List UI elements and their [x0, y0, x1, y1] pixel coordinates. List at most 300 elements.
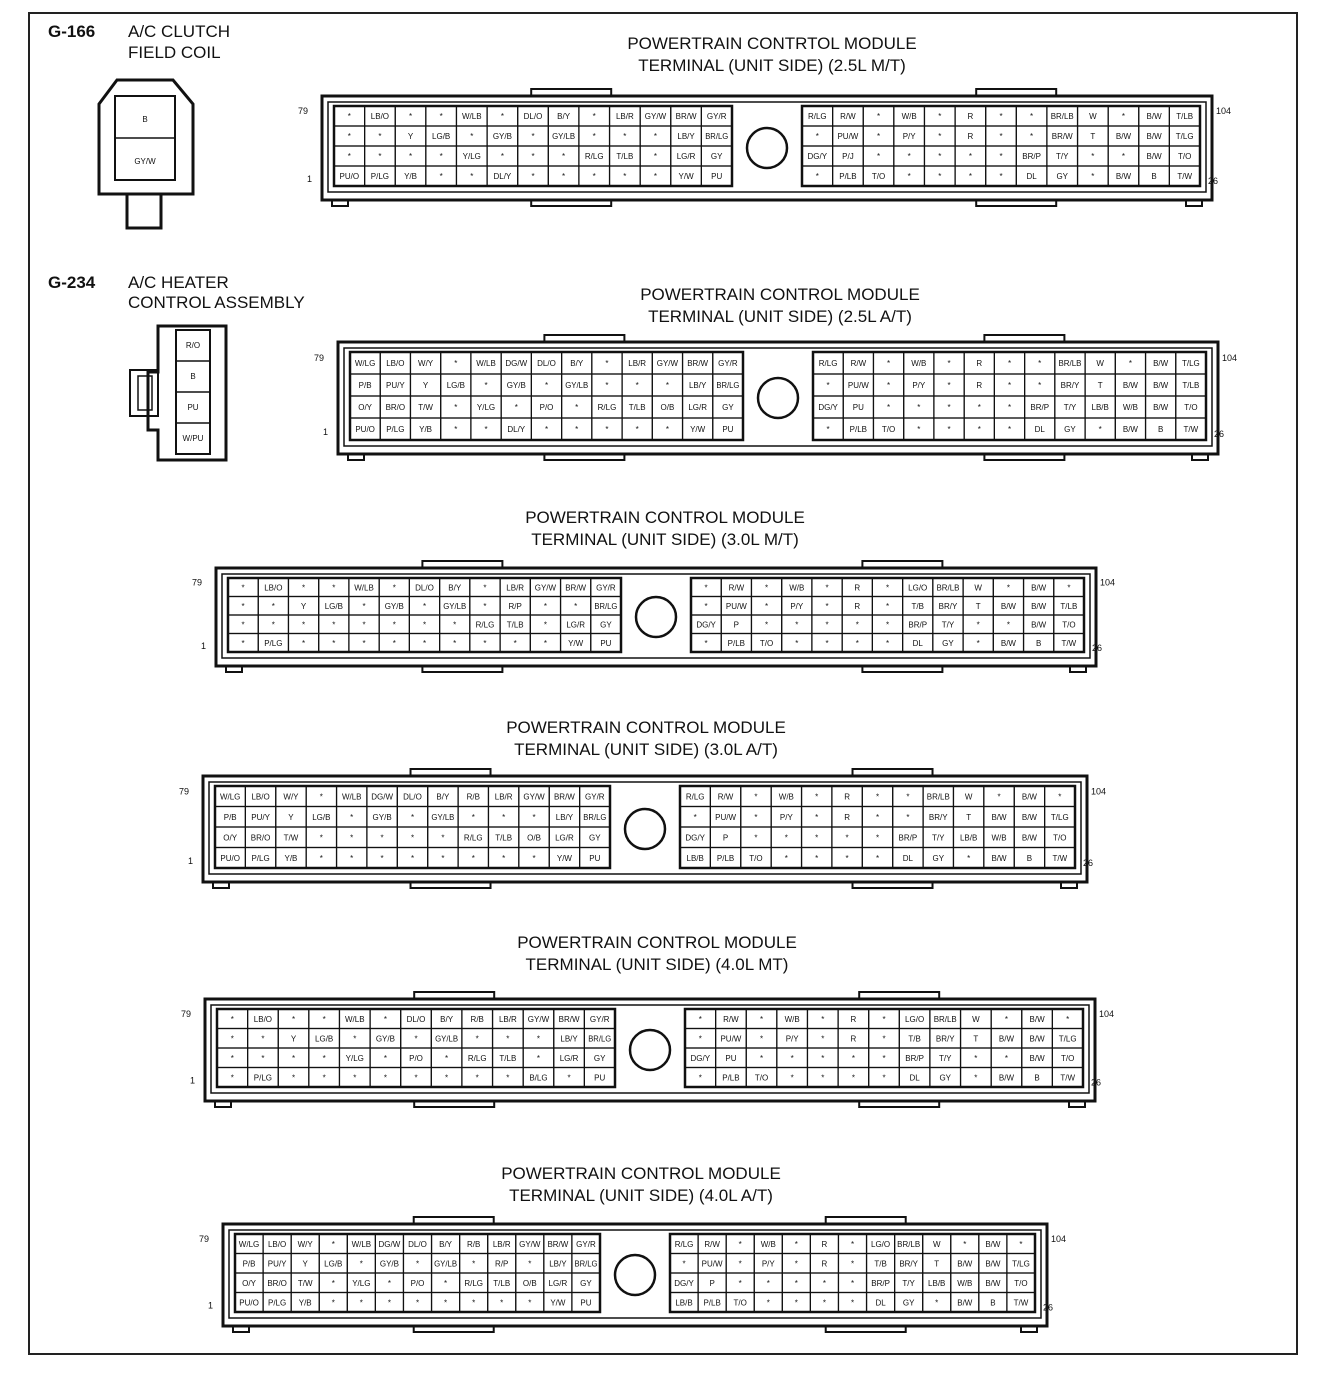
- pin-wire-color: GY/LB: [443, 601, 467, 611]
- pin-wire-color: *: [291, 1014, 296, 1024]
- pin-wire-color: *: [1004, 1053, 1009, 1063]
- pin-wire-color: *: [378, 152, 382, 161]
- pin-wire-color: W/LG: [354, 359, 376, 368]
- pin-wire-color: *: [1007, 403, 1012, 412]
- pin-wire-color: O/Y: [242, 1278, 256, 1288]
- pin-wire-color: *: [471, 812, 475, 822]
- pin-wire-color: W/LB: [344, 1014, 365, 1024]
- pin-wire-color: *: [704, 601, 708, 611]
- pin-wire-color: GY: [932, 853, 945, 863]
- pin-wire-color: B: [1151, 172, 1157, 181]
- pin-wire-color: *: [362, 601, 366, 611]
- pin-wire-color: P/LG: [370, 172, 390, 181]
- pin-wire-color: GY: [593, 1053, 606, 1063]
- pin-wire-color: R/W: [728, 583, 745, 593]
- pin-wire-color: Y/B: [284, 853, 298, 863]
- pin-wire-color: *: [759, 1034, 764, 1044]
- connector-key-hole: [636, 597, 676, 637]
- pin-wire-color: *: [1121, 152, 1126, 161]
- pin-number-104: 104: [1051, 1233, 1067, 1244]
- pin-wire-color: P/LG: [251, 853, 270, 863]
- connector-housing: [203, 776, 1087, 882]
- pin-wire-color: B/W: [985, 1259, 1001, 1269]
- pin-wire-color: *: [794, 1298, 798, 1308]
- pin-wire-color: *: [567, 1073, 571, 1083]
- pin-wire-color: *: [387, 1278, 391, 1288]
- connector-inner-frame: [211, 1005, 1089, 1093]
- pin-wire-color: *: [332, 620, 336, 630]
- pin-wire-color: *: [999, 172, 1003, 181]
- pin-wire-color: R: [976, 359, 983, 368]
- connector-foot: [1192, 454, 1208, 460]
- pin-wire-color: B/W: [985, 1239, 1001, 1249]
- pin-wire-color: B/W: [1021, 812, 1037, 822]
- pin-wire-color: W/B: [778, 792, 794, 802]
- pin-wire-color: *: [605, 425, 609, 434]
- connector-title-line1: POWERTRAIN CONTROL MODULE: [506, 718, 786, 737]
- pin-wire-color: *: [483, 601, 487, 611]
- pin-wire-color: *: [291, 1053, 296, 1063]
- pin-wire-color: *: [759, 1014, 764, 1024]
- connector-foot: [226, 666, 242, 672]
- pin-wire-color: *: [821, 1034, 825, 1044]
- pin-wire-color: *: [408, 112, 413, 121]
- pin-wire-color: *: [441, 853, 445, 863]
- pin-wire-color: *: [347, 152, 351, 161]
- pin-wire-color: *: [1091, 152, 1095, 161]
- pin-wire-color: *: [906, 792, 910, 802]
- pin-wire-color: P: [733, 620, 740, 630]
- connector-body: [313, 330, 1238, 466]
- pin-wire-color: Y/W: [690, 425, 706, 434]
- connector-bottom-tab: [976, 200, 1056, 206]
- pin-wire-color: *: [302, 583, 306, 593]
- pin-wire-color: T/O: [871, 172, 886, 181]
- pin-wire-color: DL: [909, 1073, 920, 1083]
- pin-wire-color: T/Y: [1056, 152, 1069, 161]
- pin-number-104: 104: [1216, 106, 1232, 116]
- g234-terminal-2: B: [190, 372, 196, 381]
- pin-wire-color: GY/R: [589, 1014, 610, 1024]
- pin-wire-color: GY/LB: [434, 1259, 458, 1269]
- connector-key-hole: [747, 128, 787, 168]
- pin-wire-color: R/LG: [475, 620, 495, 630]
- pin-wire-color: *: [977, 425, 981, 434]
- pin-wire-color: *: [536, 1053, 541, 1063]
- connector-title-line1: POWERTRAIN CONTROL MODULE: [640, 285, 920, 304]
- pin-wire-color: B/W: [1122, 381, 1138, 390]
- pin-wire-color: P/LB: [722, 1073, 740, 1083]
- pin-wire-color: *: [765, 583, 769, 593]
- pin-wire-color: *: [766, 1278, 770, 1288]
- pin-number-79: 79: [198, 1233, 209, 1244]
- connector-foot: [233, 1326, 249, 1332]
- pin-wire-color: *: [938, 172, 942, 181]
- pin-wire-color: LG/R: [555, 833, 574, 843]
- pin-wire-color: DL/O: [523, 112, 543, 121]
- pin-wire-color: *: [1007, 381, 1012, 390]
- pin-wire-color: R: [850, 1034, 857, 1044]
- pin-wire-color: W/Y: [283, 792, 299, 802]
- pin-number-26: 26: [1083, 857, 1094, 868]
- pin-wire-color: T/O: [733, 1298, 747, 1308]
- connector-bottom-tab: [984, 454, 1064, 460]
- pin-wire-color: B/Y: [448, 583, 462, 593]
- pin-wire-color: GY/R: [596, 583, 616, 593]
- pin-wire-color: PU: [711, 172, 723, 181]
- pin-wire-color: GY: [1056, 172, 1069, 181]
- pin-wire-color: R: [976, 381, 983, 390]
- pin-wire-color: GY/R: [706, 112, 727, 121]
- pin-wire-color: *: [825, 601, 829, 611]
- connector-foot: [1070, 666, 1086, 672]
- pin-wire-color: B/LG: [529, 1073, 548, 1083]
- pin-wire-color: B: [990, 1298, 996, 1308]
- pin-wire-color: R/LG: [807, 112, 827, 121]
- pin-number-1: 1: [187, 855, 193, 866]
- pin-wire-color: Y/W: [678, 172, 694, 181]
- pin-wire-color: GY/W: [644, 112, 667, 121]
- pin-wire-color: P/O: [409, 1053, 423, 1063]
- pin-wire-color: T/LG: [1181, 359, 1200, 368]
- connector-title-line1: POWERTRAIN CONTROL MODULE: [501, 1164, 781, 1183]
- pin-wire-color: *: [322, 1053, 326, 1063]
- pin-wire-color: GY/W: [519, 1239, 541, 1249]
- g234-terminal-4: W/PU: [182, 434, 204, 443]
- pin-wire-color: GY/R: [576, 1239, 596, 1249]
- pin-wire-color: *: [378, 132, 382, 141]
- pin-wire-color: R: [967, 132, 974, 141]
- pin-wire-color: *: [682, 1259, 686, 1269]
- pin-wire-color: T/Y: [1063, 403, 1077, 412]
- pin-wire-color: *: [444, 1278, 448, 1288]
- connector-body: [191, 556, 1116, 678]
- connector-foot: [332, 200, 348, 206]
- pin-wire-color: GY/LB: [431, 812, 455, 822]
- pin-wire-color: *: [635, 425, 639, 434]
- pin-wire-color: GY/LB: [552, 132, 576, 141]
- pin-wire-color: *: [947, 425, 951, 434]
- pin-wire-color: *: [794, 1239, 798, 1249]
- pin-wire-color: *: [592, 132, 596, 141]
- pin-wire-color: *: [483, 638, 487, 648]
- component-code-g234: G-234: [48, 273, 96, 292]
- pin-wire-color: *: [968, 172, 972, 181]
- pin-wire-color: *: [439, 172, 443, 181]
- pin-wire-color: T/O: [1053, 833, 1067, 843]
- pin-number-26: 26: [1214, 429, 1225, 439]
- pin-wire-color: BR/LG: [594, 601, 618, 611]
- pin-wire-color: P/LB: [727, 638, 746, 648]
- pin-wire-color: Y/B: [404, 172, 417, 181]
- pin-wire-color: PU: [594, 1073, 606, 1083]
- pin-wire-color: *: [1030, 132, 1034, 141]
- g234-connector: [126, 322, 232, 464]
- pin-wire-color: BR/LG: [583, 812, 607, 822]
- pin-wire-color: *: [999, 152, 1003, 161]
- pin-wire-color: BR/W: [547, 1239, 569, 1249]
- pin-wire-color: *: [484, 381, 488, 390]
- pin-wire-color: T/O: [1178, 152, 1192, 161]
- pin-wire-color: BR/Y: [1060, 381, 1080, 390]
- pin-wire-color: LB/B: [686, 853, 704, 863]
- pin-wire-color: *: [947, 359, 951, 368]
- pin-wire-color: Y/LG: [352, 1278, 371, 1288]
- connector-foot: [1069, 1101, 1085, 1107]
- connector-inner-frame: [328, 102, 1206, 192]
- pin-wire-color: *: [350, 853, 354, 863]
- pin-wire-color: R: [844, 812, 851, 822]
- pin-wire-color: *: [422, 620, 427, 630]
- pin-wire-color: *: [821, 1053, 825, 1063]
- pin-wire-color: W/B: [789, 583, 805, 593]
- pin-wire-color: *: [653, 172, 658, 181]
- pin-wire-color: *: [1004, 1014, 1009, 1024]
- pin-wire-color: *: [665, 381, 669, 390]
- pin-wire-color: *: [977, 403, 981, 412]
- pin-wire-color: T/LB: [628, 403, 646, 412]
- pin-wire-color: P/Y: [761, 1259, 775, 1269]
- pin-wire-color: *: [445, 1073, 449, 1083]
- connector-bottom-tab: [531, 200, 611, 206]
- pin-wire-color: *: [484, 425, 488, 434]
- pin-wire-color: *: [875, 853, 880, 863]
- pin-wire-color: *: [815, 132, 819, 141]
- pin-wire-color: *: [353, 1034, 357, 1044]
- pin-wire-color: LG/R: [559, 1053, 579, 1063]
- pin-wire-color: BR/P: [1030, 403, 1050, 412]
- pin-wire-color: *: [544, 425, 549, 434]
- pin-wire-color: *: [882, 1034, 886, 1044]
- connector-bottom-tab: [414, 1326, 494, 1332]
- pin-wire-color: *: [506, 1034, 510, 1044]
- pin-wire-color: B/W: [1122, 425, 1138, 434]
- pin-wire-color: W: [932, 1239, 941, 1249]
- pin-wire-color: DL: [902, 853, 914, 863]
- pin-wire-color: LB/R: [492, 1239, 511, 1249]
- pin-number-26: 26: [1092, 642, 1103, 653]
- pin-wire-color: *: [1030, 112, 1034, 121]
- pin-wire-color: *: [1006, 583, 1010, 593]
- pin-wire-color: BR/LB: [936, 583, 960, 593]
- pin-wire-color: *: [319, 853, 323, 863]
- pin-wire-color: R/W: [850, 359, 867, 368]
- pin-wire-color: *: [350, 812, 354, 822]
- pin-wire-color: *: [410, 812, 415, 822]
- pin-wire-color: T/O: [754, 1073, 769, 1083]
- pin-wire-color: *: [850, 1298, 855, 1308]
- pin-wire-color: BR/LG: [716, 381, 740, 390]
- pin-wire-color: PU/W: [837, 132, 859, 141]
- pin-wire-color: *: [359, 1259, 363, 1269]
- pin-wire-color: *: [1019, 1239, 1023, 1249]
- pin-number-1: 1: [306, 174, 312, 184]
- pin-wire-color: *: [483, 583, 487, 593]
- pin-wire-color: LB/Y: [560, 1034, 578, 1044]
- g166-connector: [95, 76, 195, 236]
- pin-wire-color: *: [754, 812, 758, 822]
- pin-wire-color: LB/B: [1091, 403, 1109, 412]
- pin-wire-color: BR/LB: [1058, 359, 1082, 368]
- connector-title-line1: POWERTRAIN CONTROL MODULE: [517, 933, 797, 952]
- pin-wire-color: LG/R: [566, 620, 585, 630]
- pin-wire-color: *: [230, 1053, 234, 1063]
- pin-wire-color: B/W: [991, 812, 1007, 822]
- pin-wire-color: BR/W: [558, 1014, 580, 1024]
- pin-wire-color: *: [261, 1034, 265, 1044]
- connector-bottom-tab: [862, 666, 942, 672]
- pin-wire-color: P/J: [842, 152, 854, 161]
- connector-inner-frame: [344, 348, 1212, 446]
- pin-wire-color: *: [821, 1073, 825, 1083]
- pin-wire-color: *: [976, 620, 980, 630]
- pin-wire-color: *: [319, 833, 323, 843]
- pin-wire-color: T/O: [749, 853, 763, 863]
- pin-wire-color: *: [532, 853, 536, 863]
- pin-wire-color: R/B: [466, 1239, 481, 1249]
- connector-inner-frame: [209, 782, 1081, 874]
- pin-wire-color: DL: [1026, 172, 1037, 181]
- pin-wire-color: *: [319, 792, 323, 802]
- pin-wire-color: P: [722, 833, 729, 843]
- pin-wire-color: B/W: [991, 853, 1007, 863]
- connector-title-line1: POWERTRAIN CONTRTOL MODULE: [627, 34, 917, 53]
- pin-number-79: 79: [180, 1008, 191, 1019]
- pin-wire-color: LB/R: [494, 792, 513, 802]
- pin-wire-color: Y: [288, 812, 294, 822]
- pin-wire-color: *: [347, 132, 351, 141]
- pin-wire-color: *: [815, 172, 819, 181]
- pin-wire-color: *: [938, 132, 942, 141]
- pin-wire-color: LG/B: [315, 1034, 334, 1044]
- pin-number-104: 104: [1100, 577, 1116, 588]
- connector-body: [297, 84, 1232, 212]
- pin-wire-color: *: [575, 425, 579, 434]
- pin-wire-color: *: [241, 620, 245, 630]
- pin-wire-color: BR/LG: [705, 132, 729, 141]
- pin-wire-color: *: [528, 1259, 532, 1269]
- pin-wire-color: T/LB: [499, 1053, 517, 1063]
- connector-foot: [215, 1101, 231, 1107]
- pin-wire-color: *: [882, 1053, 886, 1063]
- pin-wire-color: *: [845, 853, 849, 863]
- pin-wire-color: *: [653, 132, 658, 141]
- pin-wire-color: *: [815, 812, 819, 822]
- connector-title-line2: TERMINAL (UNIT SIDE) (3.0L M/T): [531, 530, 799, 549]
- pin-wire-color: *: [875, 833, 880, 843]
- pin-wire-color: *: [302, 638, 306, 648]
- pin-wire-color: LB/O: [370, 112, 390, 121]
- pin-wire-color: LB/B: [959, 833, 978, 843]
- pin-wire-color: R: [844, 792, 851, 802]
- pin-wire-color: B/W: [985, 1278, 1001, 1288]
- pin-wire-color: *: [1038, 359, 1042, 368]
- pin-wire-color: *: [907, 152, 911, 161]
- pin-wire-color: DL/O: [406, 1014, 426, 1024]
- pin-wire-color: W/LG: [219, 792, 241, 802]
- pin-wire-color: T/W: [1183, 425, 1199, 434]
- pin-wire-color: *: [472, 1259, 476, 1269]
- pin-wire-color: W/B: [911, 359, 927, 368]
- pin-wire-color: *: [362, 620, 366, 630]
- pin-wire-color: PU/O: [339, 172, 360, 181]
- pin-wire-color: *: [885, 620, 890, 630]
- pin-wire-color: *: [500, 1298, 504, 1308]
- pin-wire-color: T/W: [1060, 1073, 1076, 1083]
- pin-wire-color: R/LG: [467, 1053, 487, 1063]
- pin-wire-color: Y: [407, 132, 414, 141]
- pin-wire-color: B/W: [1153, 403, 1169, 412]
- pin-wire-color: DL/O: [537, 359, 556, 368]
- pin-wire-color: P/LG: [253, 1073, 273, 1083]
- pin-wire-color: LG/O: [908, 583, 928, 593]
- pin-wire-color: BR/W: [687, 359, 709, 368]
- connector-key-hole: [625, 809, 665, 849]
- pin-wire-color: *: [947, 381, 951, 390]
- pin-wire-color: *: [906, 812, 910, 822]
- pin-wire-color: LB/R: [615, 112, 634, 121]
- pin-wire-color: *: [470, 172, 474, 181]
- pin-wire-color: P/Y: [902, 132, 916, 141]
- connector-housing: [322, 96, 1212, 200]
- pin-wire-color: *: [1007, 425, 1012, 434]
- pin-wire-color: BR/O: [250, 833, 271, 843]
- pin-wire-color: PU/Y: [251, 812, 270, 822]
- pin-wire-color: Y: [422, 381, 429, 390]
- pin-wire-color: *: [543, 620, 547, 630]
- pin-wire-color: R/W: [723, 1014, 739, 1024]
- pin-wire-color: *: [876, 132, 881, 141]
- pin-wire-color: R: [821, 1239, 828, 1249]
- pin-wire-color: *: [938, 152, 942, 161]
- pin-wire-color: *: [392, 638, 396, 648]
- pin-wire-color: B/W: [998, 1073, 1015, 1083]
- pin-wire-color: *: [885, 601, 890, 611]
- pin-wire-color: LB/Y: [555, 812, 574, 822]
- pin-wire-color: B/Y: [557, 112, 571, 121]
- pin-wire-color: *: [439, 152, 443, 161]
- connector-foot: [1021, 1326, 1037, 1332]
- pin-wire-color: R/LG: [463, 833, 483, 843]
- pin-wire-color: DG/Y: [807, 152, 828, 161]
- pin-wire-color: BR/Y: [935, 1034, 955, 1044]
- pin-wire-color: PU: [600, 638, 612, 648]
- pin-wire-color: LB/Y: [688, 381, 707, 390]
- pin-wire-color: GY/R: [718, 359, 738, 368]
- pin-wire-color: *: [331, 1278, 335, 1288]
- pin-wire-color: P/B: [358, 381, 372, 390]
- pin-wire-color: *: [1091, 172, 1095, 181]
- pin-wire-color: T: [973, 1034, 979, 1044]
- pin-wire-color: *: [825, 583, 829, 593]
- pin-wire-color: *: [635, 381, 639, 390]
- connector-housing: [205, 999, 1095, 1101]
- pin-wire-color: *: [544, 381, 549, 390]
- pin-wire-color: *: [387, 1298, 391, 1308]
- pin-wire-color: *: [271, 601, 275, 611]
- pin-wire-color: *: [794, 1278, 798, 1288]
- pin-wire-color: PU/W: [720, 1034, 742, 1044]
- pin-wire-color: *: [230, 1014, 234, 1024]
- pin-wire-color: *: [784, 833, 788, 843]
- pin-wire-color: B/W: [1000, 638, 1016, 648]
- pin-wire-color: *: [475, 1034, 479, 1044]
- pin-wire-color: *: [623, 172, 627, 181]
- pin-wire-color: B/W: [1031, 620, 1047, 630]
- pin-wire-color: *: [826, 381, 830, 390]
- pin-number-1: 1: [207, 1300, 213, 1311]
- pin-wire-color: PU: [580, 1298, 592, 1308]
